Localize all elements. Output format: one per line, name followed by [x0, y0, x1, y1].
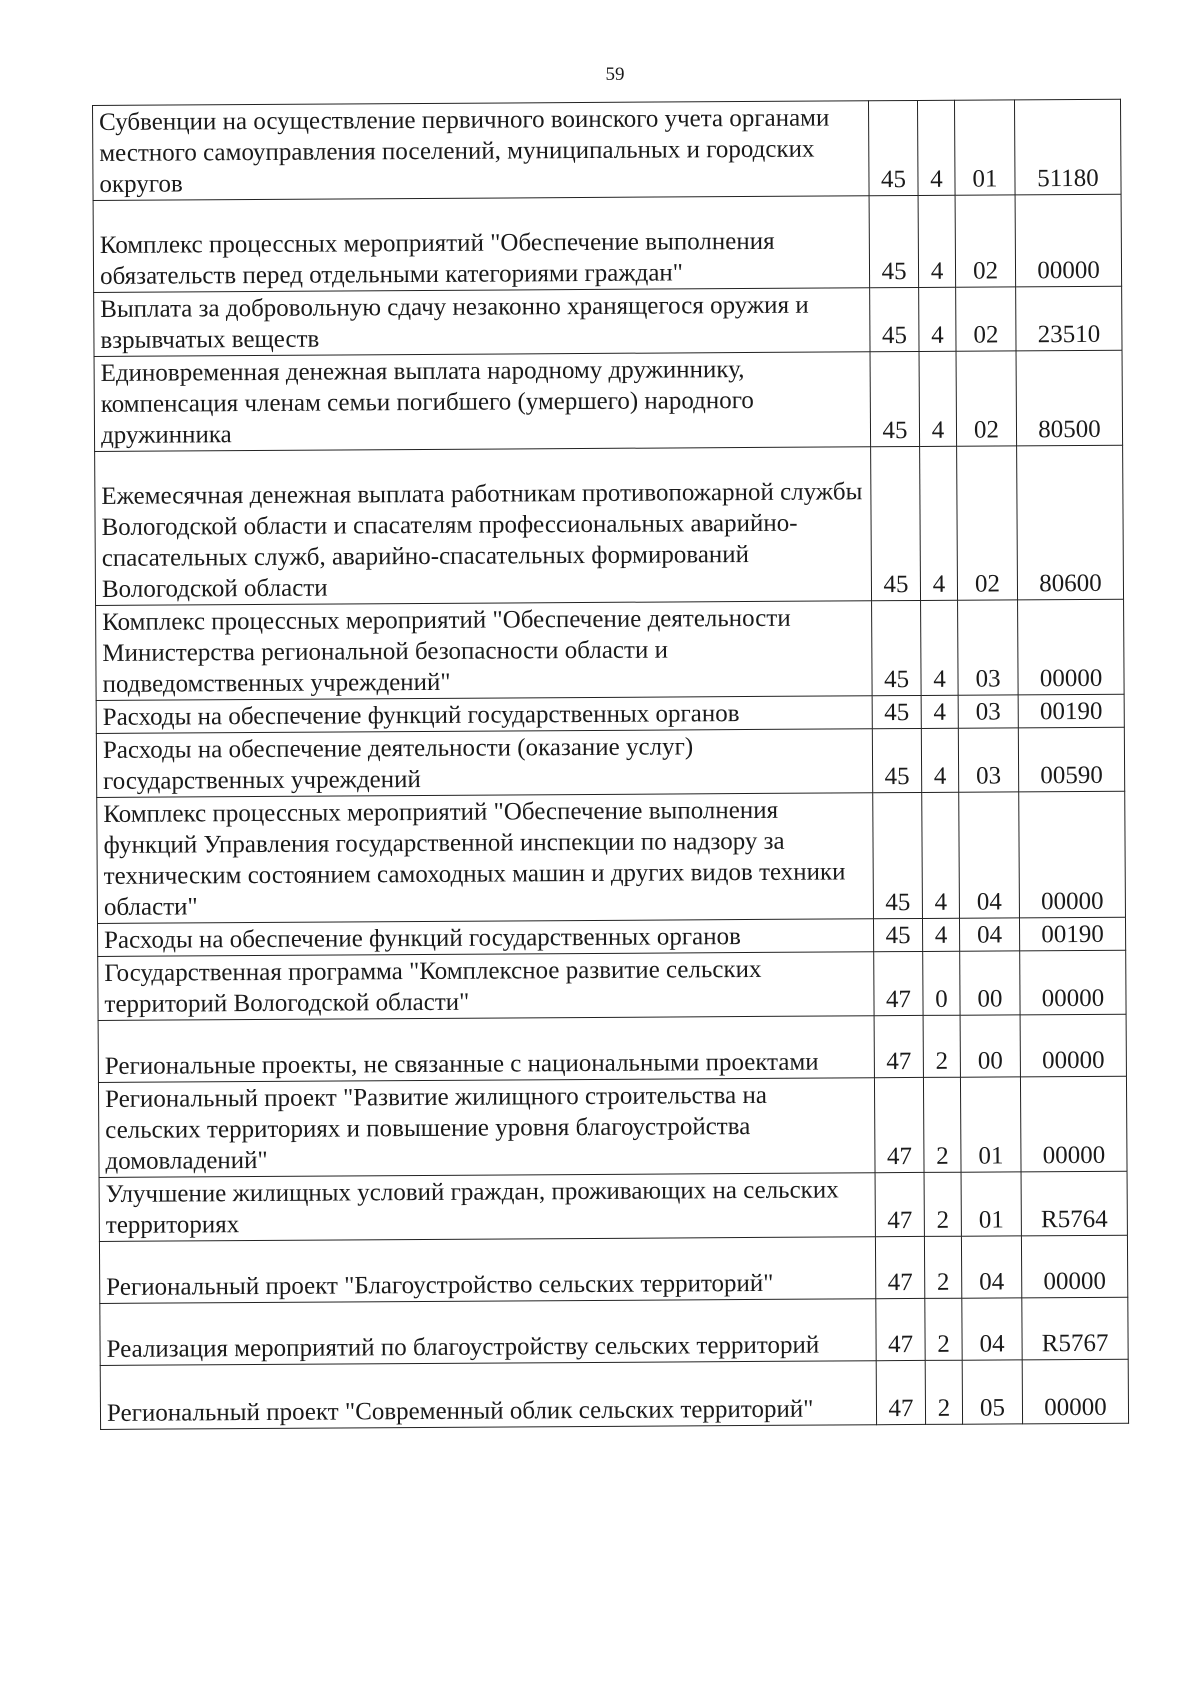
program-code: 47 [876, 1360, 925, 1424]
subprogram-code: 2 [925, 1360, 962, 1424]
row-name: Комплекс процессных мероприятий "Обеспечение деятельности Министерства региональной безопасности области и подведомственных учреждений" [96, 601, 873, 701]
program-code: 45 [872, 728, 921, 792]
table-row [99, 1235, 1127, 1303]
subprogram-code: 4 [917, 100, 955, 195]
table-row [96, 599, 1125, 700]
event-code: 02 [956, 351, 1017, 446]
event-code: 00 [960, 951, 1020, 1015]
subprogram-code: 4 [919, 351, 957, 446]
subprogram-code: 4 [921, 600, 959, 695]
row-name: Расходы на обеспечение функций государственных органов [97, 919, 873, 957]
row-name: Комплекс процессных мероприятий "Обеспечение выполнения функций Управления государственной инспекции по надзору за техническим состоянием самоходных машин и других видов техники области" [97, 793, 874, 924]
direction-code: 00190 [1018, 694, 1124, 728]
direction-code: 00000 [1019, 791, 1126, 918]
event-code: 04 [959, 918, 1019, 951]
direction-code: 00000 [1022, 1359, 1128, 1424]
event-code: 03 [958, 600, 1019, 695]
row-name: Субвенции на осуществление первичного воинского учета органами местного самоуправления поселений, муниципальных и городских округов [93, 101, 870, 201]
direction-code: 00000 [1021, 1235, 1127, 1298]
event-code: 02 [955, 195, 1016, 287]
table-row [95, 445, 1124, 605]
program-code: 45 [870, 351, 920, 446]
subprogram-code: 2 [924, 1172, 961, 1236]
subprogram-code: 2 [923, 1015, 960, 1077]
row-name: Региональный проект "Современный облик сельских территорий" [100, 1361, 876, 1430]
direction-code: 23510 [1016, 286, 1122, 351]
row-name: Региональный проект "Благоустройство сельских территорий" [99, 1237, 875, 1304]
subprogram-code: 4 [918, 195, 956, 287]
subprogram-code: 4 [920, 446, 958, 600]
row-name: Ежемесячная денежная выплата работникам противопожарной службы Вологодской области и спасателям профессиональных аварийно-спасательных служб, аварийно-спасательных формирований Вологодской области [95, 447, 872, 606]
event-code: 02 [957, 446, 1018, 600]
program-code: 47 [874, 951, 923, 1015]
row-name: Расходы на обеспечение деятельности (оказание услуг) государственных учреждений [96, 729, 872, 798]
direction-code: 00190 [1019, 917, 1125, 951]
direction-code: 00000 [1015, 194, 1122, 287]
budget-classification-table [92, 99, 1129, 1430]
direction-code: 80500 [1016, 350, 1123, 446]
row-name: Региональный проект "Развитие жилищного строительства на сельских территориях и повышение уровня благоустройства домовладений" [98, 1078, 875, 1178]
row-name: Выплата за добровольную сдачу незаконно хранящегося оружия и взрывчатых веществ [94, 288, 870, 357]
program-code: 45 [872, 695, 921, 728]
event-code: 04 [961, 1236, 1021, 1298]
program-code: 47 [875, 1172, 924, 1236]
program-code: 47 [874, 1015, 923, 1077]
subprogram-code: 4 [921, 695, 958, 728]
table-row [98, 950, 1126, 1020]
table-row [99, 1171, 1127, 1241]
subprogram-code: 2 [925, 1298, 962, 1360]
event-code: 01 [954, 100, 1015, 195]
event-code: 04 [959, 792, 1020, 918]
table-row [94, 350, 1123, 451]
subprogram-code: 4 [921, 728, 958, 792]
direction-code: 00000 [1020, 1014, 1126, 1077]
table-row [97, 791, 1126, 923]
program-code: 45 [872, 600, 922, 695]
program-code: 45 [871, 446, 921, 600]
row-name: Расходы на обеспечение функций государственных органов [96, 696, 872, 734]
direction-code: 00000 [1018, 599, 1125, 695]
subprogram-code: 2 [924, 1236, 961, 1298]
row-name: Улучшение жилищных условий граждан, проживающих на сельских территориях [99, 1173, 875, 1242]
table-row [96, 727, 1124, 797]
row-name: Государственная программа "Комплексное развитие сельских территорий Вологодской области" [98, 952, 874, 1021]
program-code: 45 [870, 287, 919, 351]
program-code: 45 [873, 792, 923, 918]
program-code: 45 [869, 195, 919, 287]
event-code: 01 [961, 1172, 1021, 1236]
direction-code: 51180 [1014, 99, 1121, 195]
program-code: 47 [874, 1077, 924, 1172]
table-row [93, 194, 1122, 292]
subprogram-code: 0 [923, 951, 960, 1015]
event-code: 04 [962, 1298, 1022, 1360]
row-name: Комплекс процессных мероприятий "Обеспечение выполнения обязательств перед отдельными категориями граждан" [93, 196, 870, 293]
event-code: 01 [960, 1077, 1021, 1172]
subprogram-code: 4 [919, 287, 956, 351]
table-row [100, 1297, 1128, 1365]
table-row [94, 286, 1122, 356]
event-code: 00 [960, 1015, 1020, 1077]
direction-code: 00000 [1020, 950, 1126, 1015]
direction-code: R5764 [1021, 1171, 1127, 1236]
event-code: 03 [958, 728, 1018, 792]
program-code: 47 [876, 1298, 925, 1360]
program-code: 45 [868, 100, 918, 195]
program-code: 45 [873, 918, 922, 951]
event-code: 05 [962, 1360, 1022, 1424]
event-code: 03 [958, 695, 1018, 728]
direction-code: 00000 [1020, 1076, 1127, 1172]
table-row [100, 1359, 1128, 1429]
page-number: 59 [605, 64, 625, 85]
direction-code: R5767 [1022, 1297, 1128, 1360]
table-row [93, 99, 1122, 200]
event-code: 02 [956, 287, 1016, 351]
subprogram-code: 2 [923, 1077, 961, 1172]
subprogram-code: 4 [922, 918, 959, 951]
row-name: Региональные проекты, не связанные с национальными проектами [98, 1016, 874, 1083]
table-row [98, 1014, 1126, 1082]
direction-code: 80600 [1017, 445, 1124, 600]
subprogram-code: 4 [922, 792, 960, 918]
row-name: Реализация мероприятий по благоустройству сельских территорий [100, 1299, 876, 1366]
row-name: Единовременная денежная выплата народному дружиннику, компенсация членам семьи погибшего (умершего) народного дружинника [94, 352, 871, 452]
table-row [98, 1076, 1127, 1177]
program-code: 47 [875, 1236, 924, 1298]
direction-code: 00590 [1018, 727, 1124, 792]
